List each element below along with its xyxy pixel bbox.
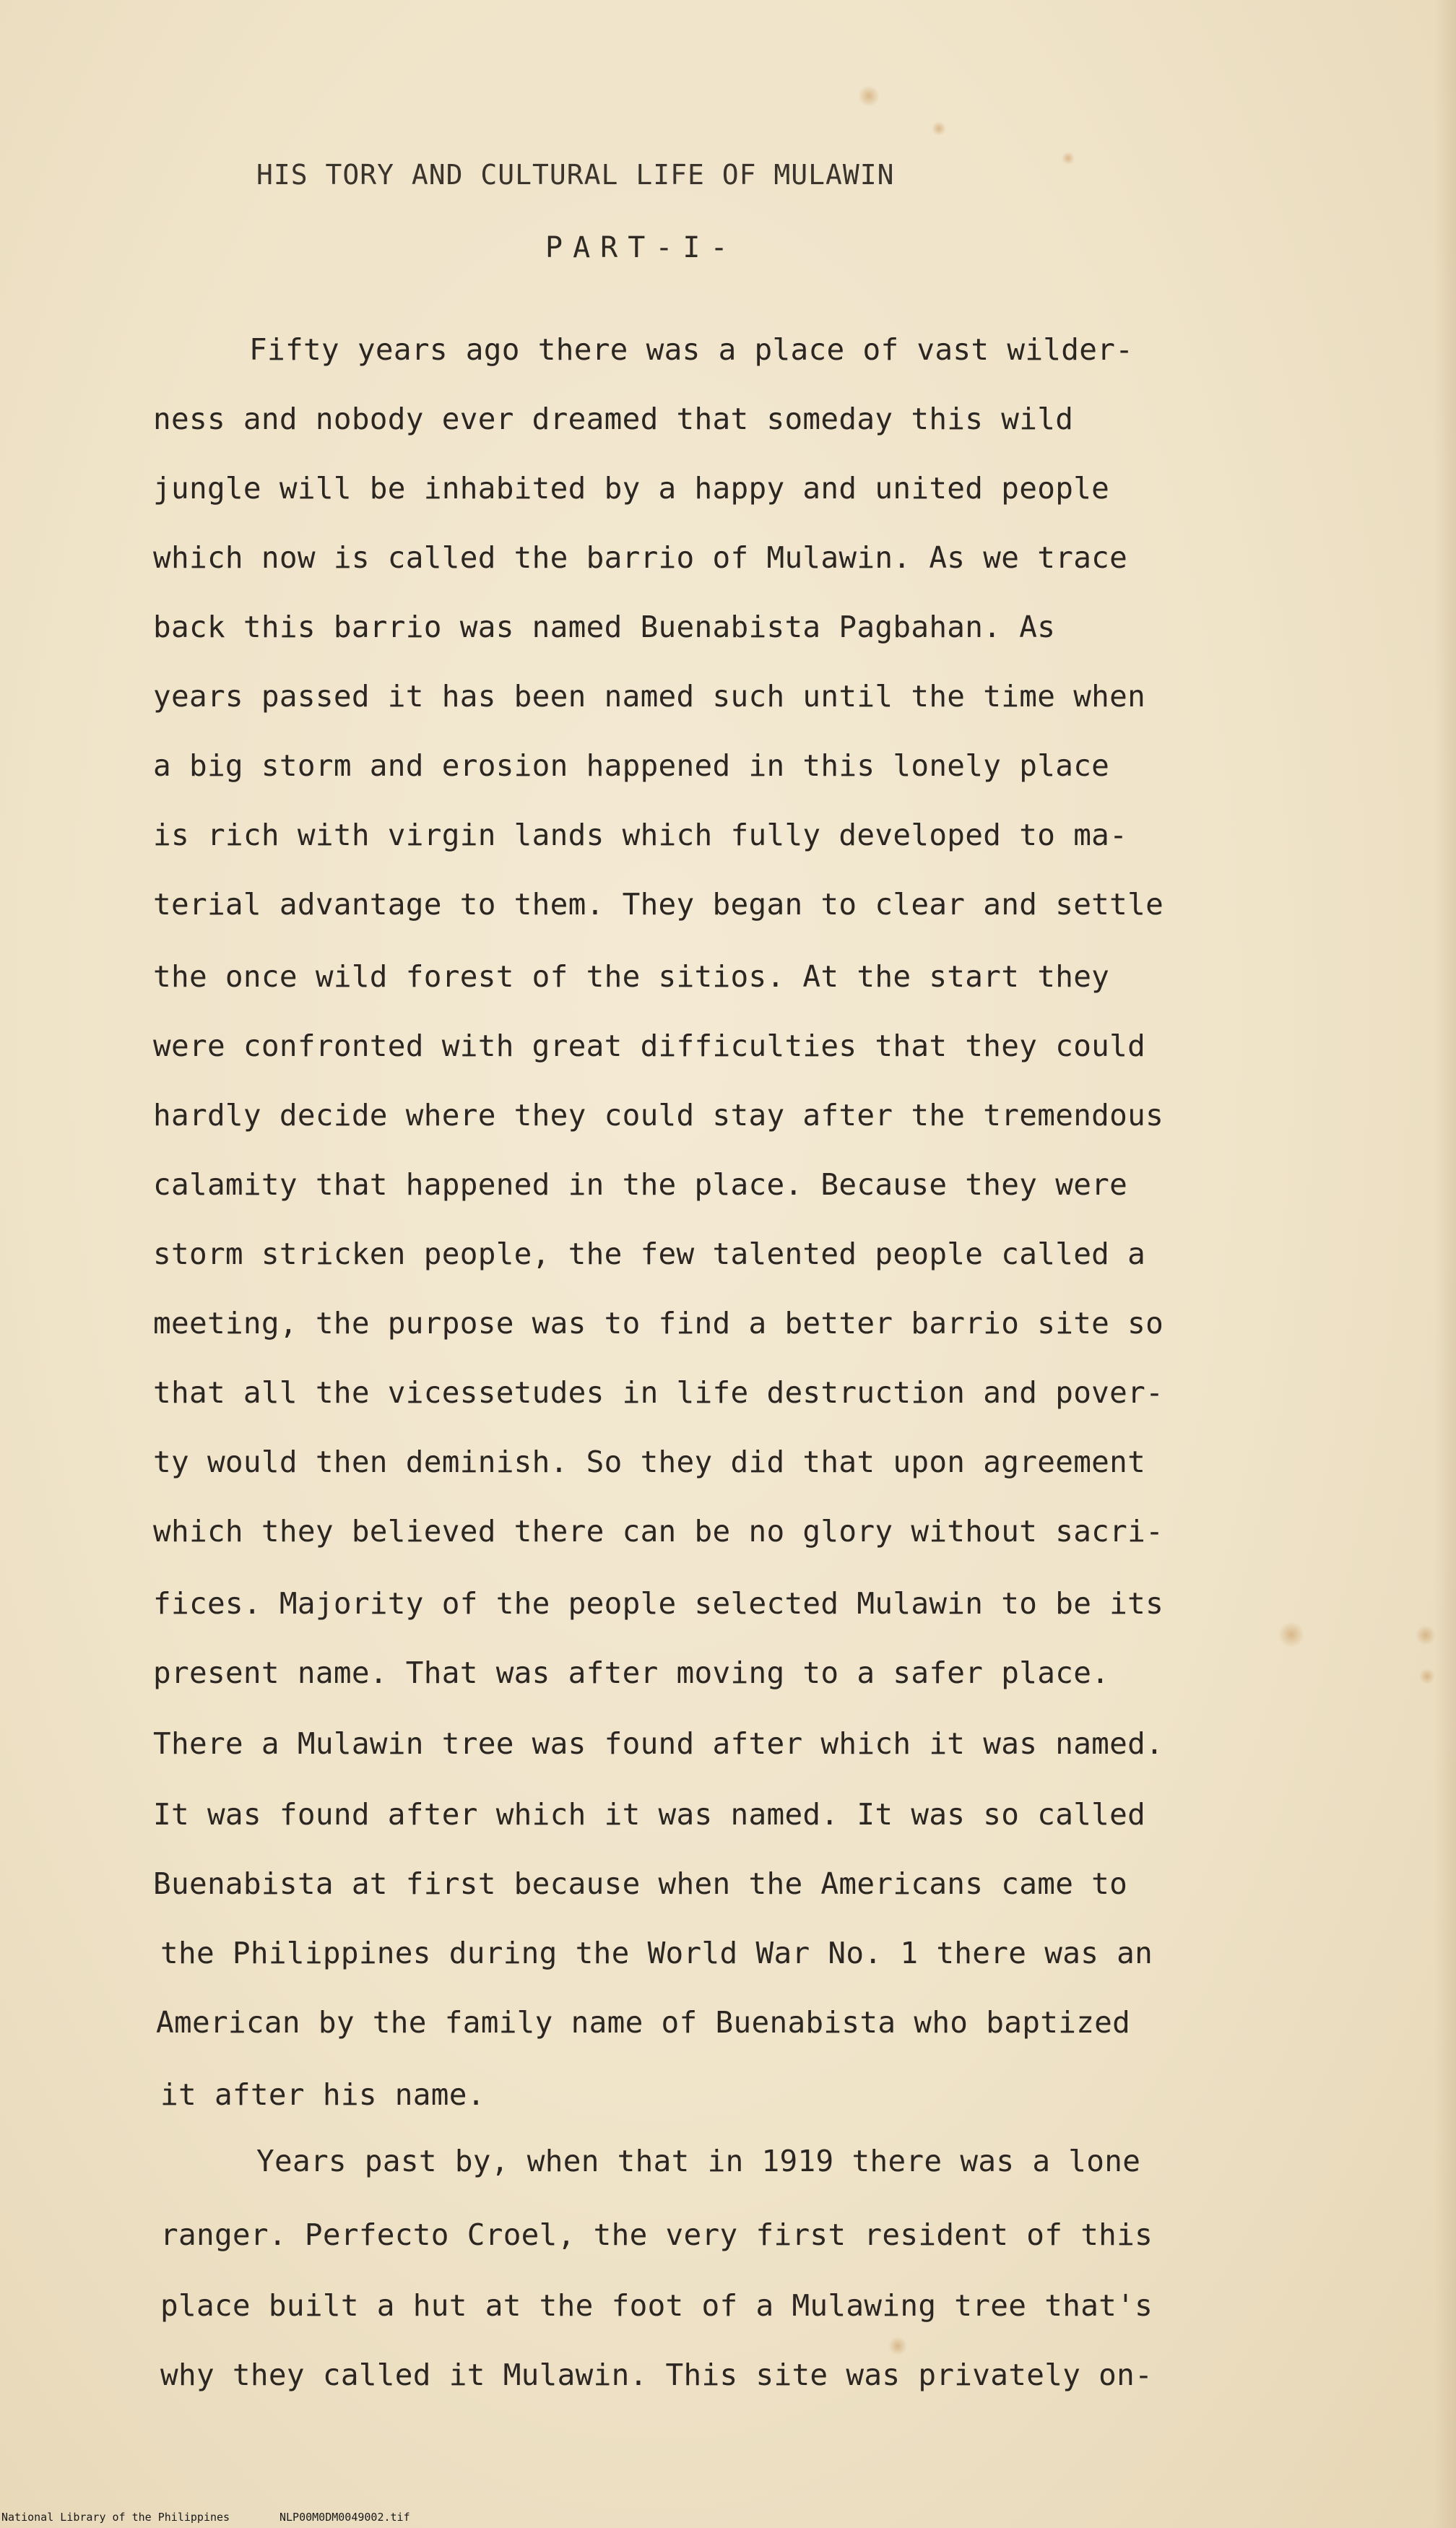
stain-mark xyxy=(858,85,880,107)
scan-footer xyxy=(0,2508,1456,2528)
stain-mark xyxy=(932,121,946,136)
text-line: is rich with virgin lands which fully developed to ma- xyxy=(153,818,1128,852)
stain-mark xyxy=(1416,1625,1436,1645)
document-title: HIS TORY AND CULTURAL LIFE OF MULAWIN xyxy=(256,159,895,191)
text-line: which they believed there can be no glory without sacri- xyxy=(153,1514,1164,1549)
text-line: storm stricken people, the few talented people called a xyxy=(153,1237,1146,1271)
text-line: ness and nobody ever dreamed that someday this wild xyxy=(153,402,1074,436)
text-line: Years past by, when that in 1919 there was a lone xyxy=(256,2144,1141,2178)
stain-mark xyxy=(1062,152,1075,165)
text-line: terial advantage to them. They began to clear and settle xyxy=(153,887,1164,922)
text-line: American by the family name of Buenabista who baptized xyxy=(156,2005,1131,2040)
text-line: There a Mulawin tree was found after which it was named. xyxy=(153,1726,1164,1761)
stain-mark xyxy=(888,2337,907,2355)
text-line: hardly decide where they could stay after the tremendous xyxy=(153,1098,1164,1133)
text-line: fices. Majority of the people selected Mulawin to be its xyxy=(153,1586,1164,1621)
text-line: ty would then deminish. So they did that upon agreement xyxy=(153,1445,1146,1479)
text-line: it after his name. xyxy=(160,2077,485,2112)
stain-mark xyxy=(1419,1668,1435,1684)
page-edge-shadow xyxy=(1434,0,1456,2528)
scan-filename: NLP00M0DM0049002.tif xyxy=(280,2511,410,2524)
text-line: Fifty years ago there was a place of vast wilder- xyxy=(249,332,1134,367)
stain-mark xyxy=(1278,1622,1304,1648)
text-line: were confronted with great difficulties that they could xyxy=(153,1029,1146,1063)
part-heading: PART-I- xyxy=(545,231,738,264)
text-line: the Philippines during the World War No. 1 there was an xyxy=(160,1936,1153,1970)
text-line: why they called it Mulawin. This site was privately on- xyxy=(160,2358,1153,2392)
text-line: meeting, the purpose was to find a better barrio site so xyxy=(153,1306,1164,1341)
text-line: It was found after which it was named. It was so called xyxy=(153,1797,1146,1832)
text-line: Buenabista at first because when the Americans came to xyxy=(153,1866,1128,1901)
text-line: jungle will be inhabited by a happy and united people xyxy=(153,471,1110,506)
text-line: years passed it has been named such until the time when xyxy=(153,679,1146,714)
text-line: calamity that happened in the place. Because they were xyxy=(153,1167,1128,1202)
text-line: that all the vicessetudes in life destruction and pover- xyxy=(153,1375,1164,1410)
text-line: place built a hut at the foot of a Mulawing tree that's xyxy=(160,2288,1153,2323)
text-line: which now is called the barrio of Mulawin. As we trace xyxy=(153,540,1128,575)
text-line: present name. That was after moving to a safer place. xyxy=(153,1655,1110,1690)
text-line: ranger. Perfecto Croel, the very first resident of this xyxy=(160,2217,1153,2252)
text-line: back this barrio was named Buenabista Pagbahan. As xyxy=(153,610,1056,644)
text-line: the once wild forest of the sitios. At the start they xyxy=(153,959,1110,994)
library-credit: National Library of the Philippines xyxy=(1,2511,230,2524)
text-line: a big storm and erosion happened in this lonely place xyxy=(153,748,1110,783)
